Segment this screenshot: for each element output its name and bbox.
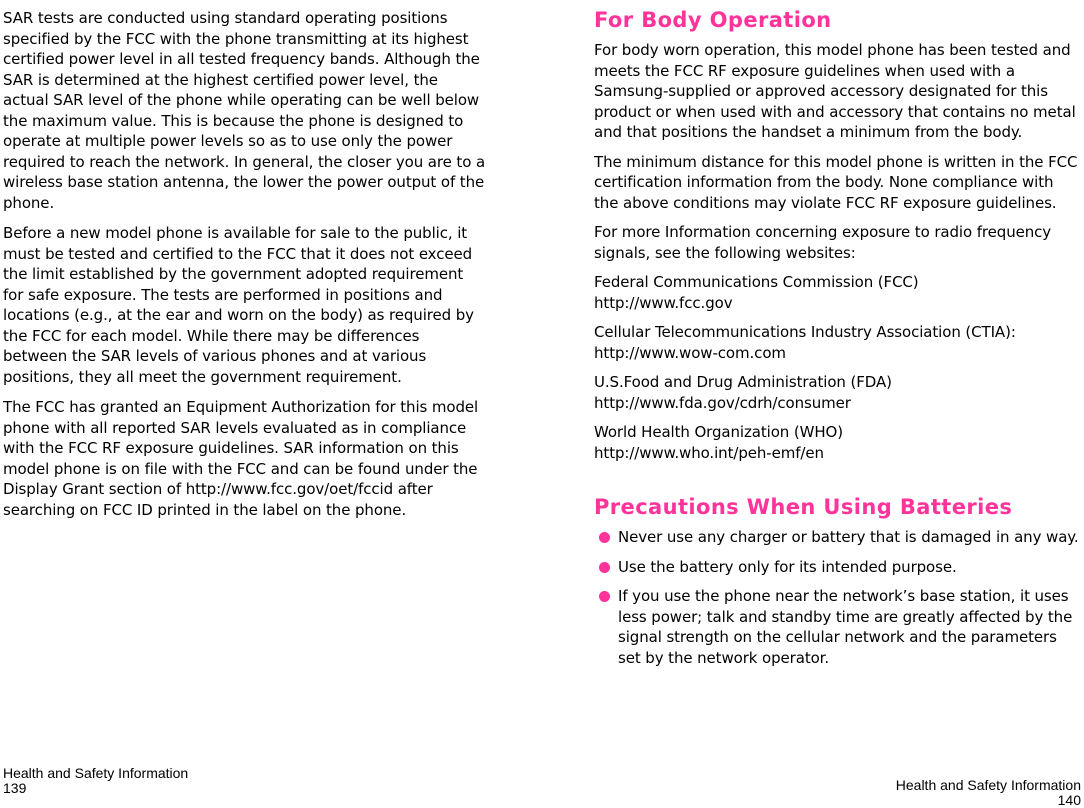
bullet-text: Never use any charger or battery that is damaged in any way. [618,528,1079,546]
website-entry-fcc [594,272,1080,313]
website-name: U.S.Food and Drug Administration (FDA) [594,373,892,391]
website-entry-ctia [594,322,1080,363]
website-entry-fda [594,372,1080,413]
fcc-authorization-paragraph: The FCC has granted an Equipment Authorization for this model phone with all reported SAR levels evaluated as in compliance with the FCC RF exposure guidelines. SAR information on this model phone is on file with the FCC and can be found under the Display Grant section of http://www.fcc.gov/oet/fccid after searching on FCC ID printed in the label on the phone. [3,398,479,519]
website-name: Cellular Telecommunications Industry Association (CTIA): [594,323,1016,341]
left-page-column [3,0,488,530]
sar-tests-paragraph: SAR tests are conducted using standard operating positions specified by the FCC with the phone transmitting at its highest certified power level in all tested frequency bands. Although the SAR is determined at the highest certified power level, the actual SAR level of the phone while operating can be well below the maximum value. This is because the phone is designed to operate at multiple power levels so as to use only the power required to reach the network. In general, the closer you are to a wireless base station antenna, the lower the power output of the phone. [3,9,486,212]
body-worn-paragraph: For body worn operation, this model phone has been tested and meets the FCC RF exposure guidelines when used with a Samsung-supplied or approved accessory designated for this product or when used with and accessory that contains no metal and that positions the handset a minimum from the body. [594,41,1076,141]
pink-circle-bullet-icon [599,532,610,543]
minimum-distance-paragraph: The minimum distance for this model phone is written in the FCC certification information from the body. None compliance with the above conditions may violate FCC RF exposure guidelines. [594,152,1078,212]
website-name: World Health Organization (WHO) [594,423,843,441]
new-model-testing-paragraph: Before a new model phone is available for sale to the public, it must be tested and certified to the FCC that it does not exceed the limit established by the government adopted requirement for safe exposure. The tests are performed in positions and locations (e.g., at the ear and worn on the body) as required by the FCC for each model. While there may be differences between the SAR levels of various phones and at various positions, they all meet the government requirement. [3,224,474,386]
footer-title: Health and Safety Information [895,777,1081,793]
website-url: http://www.who.int/peh-emf/en [594,443,824,462]
page-number: 140 [1057,792,1081,808]
more-information-paragraph: For more Information concerning exposure to radio frequency signals, see the following websites: [594,223,1052,262]
batteries-heading: Precautions When Using Batteries [594,495,1013,519]
body-operation-heading: For Body Operation [594,8,832,32]
page-number: 139 [3,780,27,796]
pink-circle-bullet-icon [599,591,610,602]
list-item [594,557,1080,578]
website-entry-who [594,422,1080,463]
website-url: http://www.wow-com.com [594,343,786,362]
list-item [594,527,1080,548]
bullet-text: Use the battery only for its intended purpose. [618,557,957,576]
website-name: Federal Communications Commission (FCC) [594,273,919,291]
website-url: http://www.fda.gov/cdrh/consumer [594,393,851,412]
list-item [594,586,1080,668]
right-page-column [594,0,1080,677]
left-page-footer [3,766,188,796]
footer-title: Health and Safety Information [3,765,189,781]
website-url: http://www.fcc.gov [594,293,733,312]
bullet-text: If you use the phone near the network’s base station, it uses less power; talk and standby time are greatly affected by the signal strength on the cellular network and the parameters set by the network operator. [618,587,1073,667]
right-page-footer [896,778,1081,808]
battery-precautions-list [594,527,1080,668]
pink-circle-bullet-icon [599,562,610,573]
